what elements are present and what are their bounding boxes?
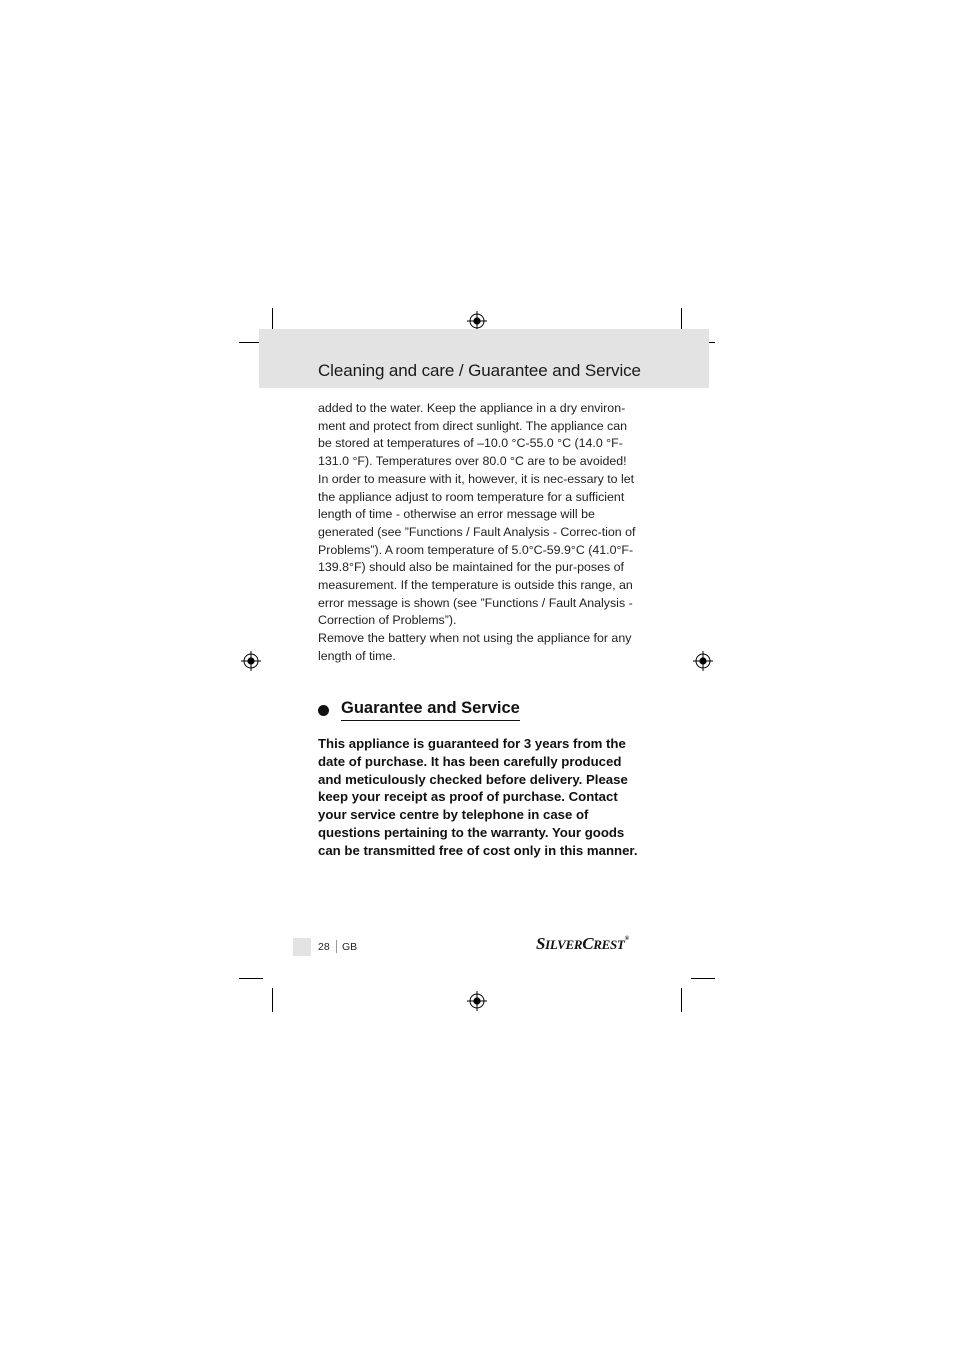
page-title: Cleaning and care / Guarantee and Service [318, 361, 641, 380]
crop-mark [272, 988, 273, 1012]
registration-mark-icon [241, 651, 261, 671]
footer-divider [336, 940, 337, 953]
page-number: 28 [318, 941, 330, 953]
registration-mark-icon [693, 651, 713, 671]
body-paragraph: Remove the battery when not using the appliance for any length of time. [318, 631, 632, 663]
crop-mark [239, 978, 263, 979]
crop-mark [681, 308, 682, 330]
body-paragraph: added to the water. Keep the appliance in a dry environ-ment and protect from direct sunlight. The appliance can be stored at temperatures of –10.0 °C-55.0 °C (14.0 °F-131.0 °F). Temperatures over 80.0 °C are to be avoided! In order to measure with it, however, it is nec-essary to let the appliance adjust to room temperature for a sufficient length of time - otherwise an error message will be generated (see ”Functions / Fault Analysis - Correc-tion of Problems”). A room temperature of 5.0°C-59.9°C (41.0°F-139.8°F) should also be maintained for the pur-poses of measurement. If the temperature is outside this range, an error message is shown (see ”Functions / Fault Analysis - Correction of Problems”). [318, 401, 636, 628]
crop-mark [681, 988, 682, 1012]
section-heading-text: Guarantee and Service [341, 699, 520, 721]
registration-mark-icon [467, 991, 487, 1011]
registration-mark-icon [467, 311, 487, 331]
crop-mark [691, 978, 715, 979]
body-text [318, 400, 640, 666]
crop-mark [272, 308, 273, 330]
page-tab [293, 938, 311, 956]
guarantee-text: This appliance is guaranteed for 3 years from the date of purchase. It has been carefully produced and meticulously checked before delivery. Please keep your receipt as proof of purchase. Contact your service centre by telephone in case of questions pertaining to the warranty. Your goods can be transmitted free of cost only in this manner. [318, 736, 638, 858]
brand-logo: SILVERCREST® [536, 934, 629, 953]
bullet-icon [318, 705, 329, 716]
section-heading [318, 698, 520, 722]
language-code: GB [342, 941, 358, 953]
